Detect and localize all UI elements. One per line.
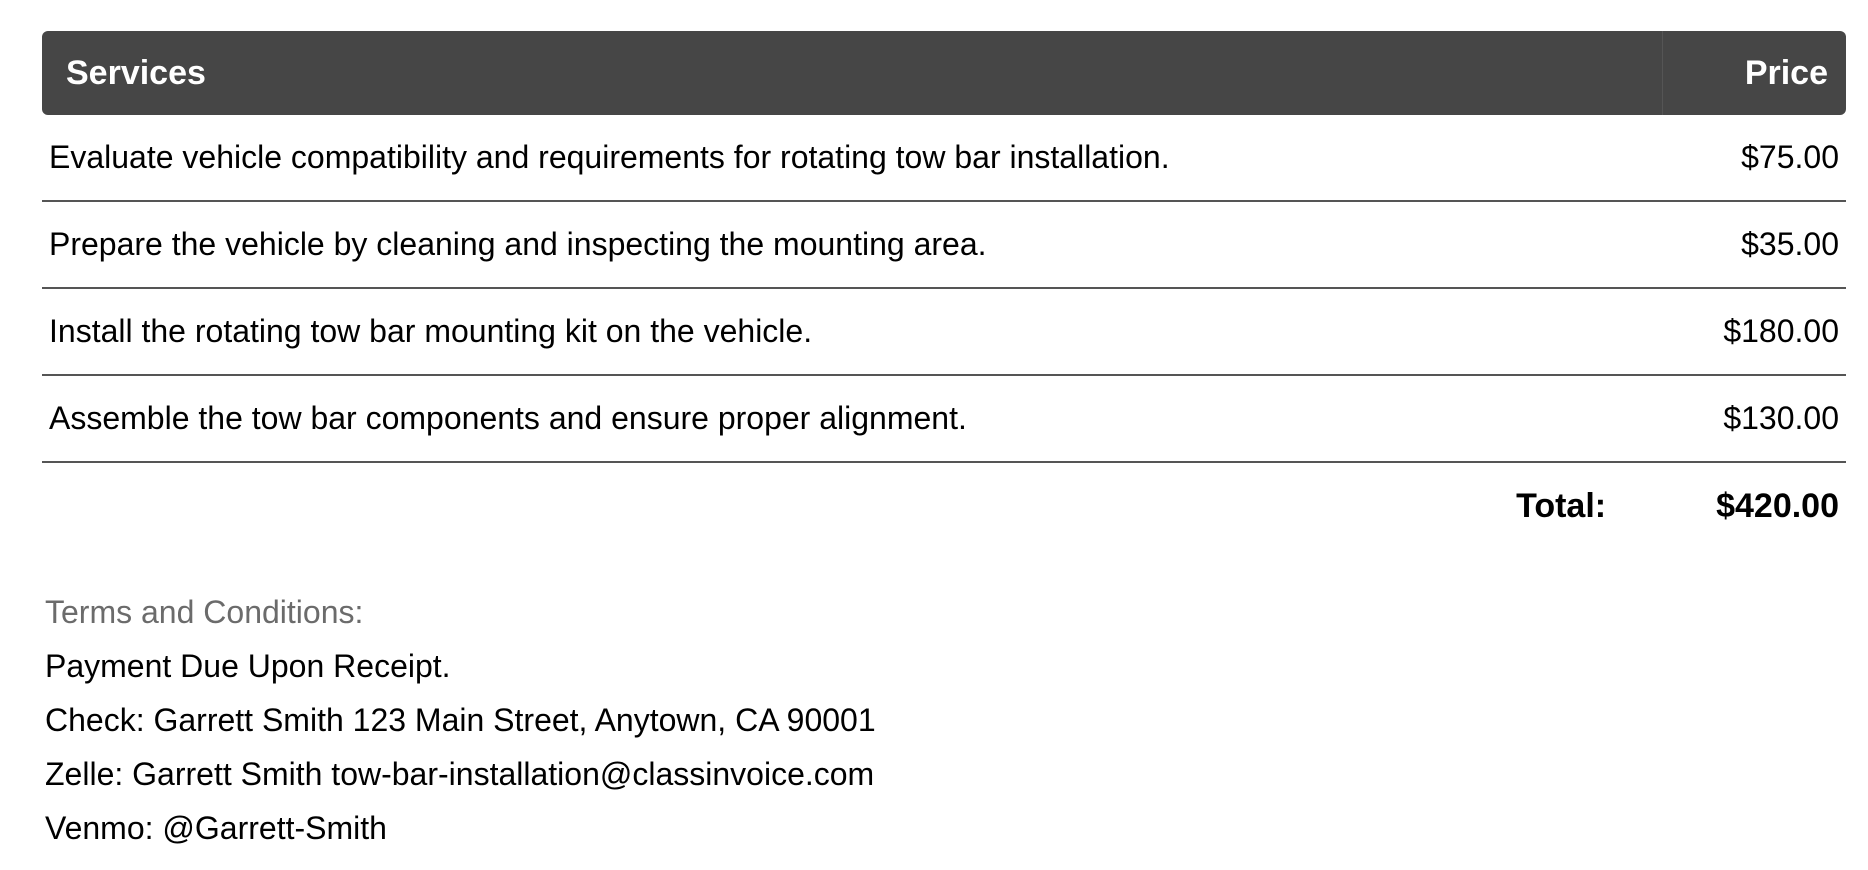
services-table <box>42 31 1846 550</box>
service-price: $35.00 <box>1741 226 1839 262</box>
service-description: Evaluate vehicle compatibility and requirements for rotating tow bar installation. <box>49 139 1170 175</box>
table-row <box>42 202 1846 289</box>
total-row <box>42 463 1846 550</box>
service-description: Install the rotating tow bar mounting kit on the vehicle. <box>49 313 813 349</box>
terms-venmo: Venmo: @Garrett-Smith <box>45 810 387 846</box>
terms-payment-due: Payment Due Upon Receipt. <box>45 648 451 684</box>
terms-check: Check: Garrett Smith 123 Main Street, Anytown, CA 90001 <box>45 702 876 738</box>
service-price: $130.00 <box>1723 400 1839 436</box>
table-row <box>42 115 1846 202</box>
total-value: $420.00 <box>1716 487 1839 525</box>
total-label: Total: <box>1516 487 1607 525</box>
service-description: Assemble the tow bar components and ensure proper alignment. <box>49 400 967 436</box>
table-row <box>42 376 1846 463</box>
service-price: $180.00 <box>1723 313 1839 349</box>
table-header <box>42 31 1846 115</box>
table-row <box>42 289 1846 376</box>
price-column-header: Price <box>1662 31 1846 115</box>
terms-section <box>45 585 876 855</box>
services-column-header: Services <box>66 53 206 92</box>
service-description: Prepare the vehicle by cleaning and inspecting the mounting area. <box>49 226 987 262</box>
terms-heading: Terms and Conditions: <box>45 594 364 630</box>
terms-zelle: Zelle: Garrett Smith tow-bar-installation@classinvoice.com <box>45 756 875 792</box>
service-price: $75.00 <box>1741 139 1839 175</box>
